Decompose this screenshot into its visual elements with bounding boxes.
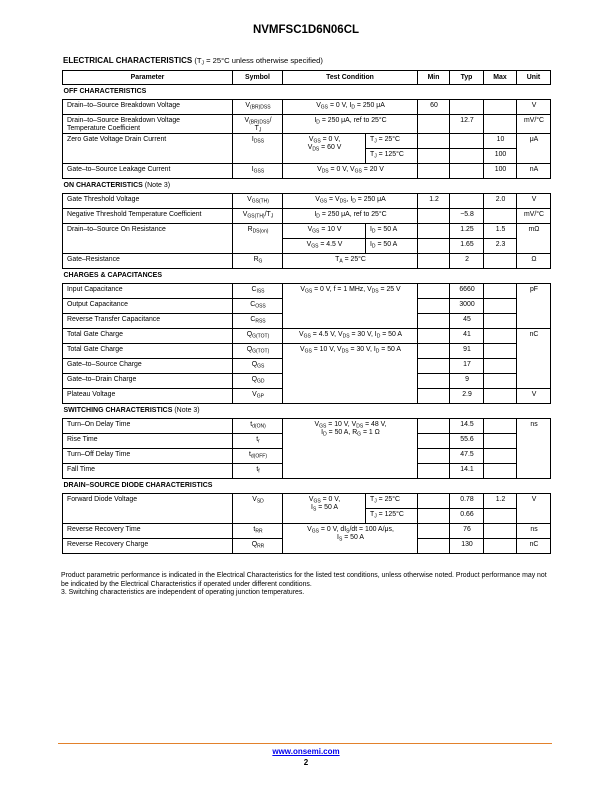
condition-temp: $T_J = 25^\circ C$: [366, 134, 418, 149]
symbol: $t_{RR}$: [233, 524, 283, 539]
table-row: [63, 494, 551, 509]
col-test-condition: Test Condition: [283, 71, 418, 85]
typ: 1.65: [450, 239, 484, 254]
section-title: DRAIN–SOURCE DIODE CHARACTERISTICS: [63, 479, 551, 494]
website-link[interactable]: www.onsemi.com: [272, 747, 340, 756]
param: Drain–to–Source Breakdown Voltage Temperature Coefficient: [63, 115, 233, 134]
table-row: [63, 284, 551, 299]
condition-temp: $T_J = 25^\circ C$: [366, 494, 418, 509]
typ: 12.7: [450, 115, 484, 134]
typ: 2.9: [450, 389, 484, 404]
typ: 91: [450, 344, 484, 359]
condition-current: $I_D = 50$ A: [366, 224, 418, 239]
typ: 14.5: [450, 419, 484, 434]
condition: $V_{GS} = 0$ V, $dI_S/dt = 100$ A/μs, $I_S = 50$ A: [283, 524, 418, 554]
param: Turn–On Delay Time: [63, 419, 233, 434]
max: 100: [484, 164, 517, 179]
condition: $V_{GS} = 0$ V, $I_D = 250$ μA: [283, 100, 418, 115]
param: Plateau Voltage: [63, 389, 233, 404]
table-row: [63, 164, 551, 179]
table-row: [63, 134, 551, 149]
section-title-row: [63, 404, 551, 419]
col-parameter: Parameter: [63, 71, 233, 85]
section-title: CHARGES & CAPACITANCES: [63, 269, 551, 284]
max: 1.2: [484, 494, 517, 509]
table-row: [63, 224, 551, 239]
symbol: $C_{RSS}$: [233, 314, 283, 329]
unit: ns: [517, 524, 551, 539]
symbol: $I_{DSS}$: [233, 134, 283, 164]
max: 2.0: [484, 194, 517, 209]
unit: mΩ: [517, 224, 551, 254]
param: Total Gate Charge: [63, 329, 233, 344]
condition: $V_{GS} = 10$ V, $V_{DS} = 48$ V, $I_D = 50$ A, $R_G = 1$ Ω: [283, 419, 418, 479]
electrical-characteristics-table: [62, 70, 551, 554]
condition: $I_D = 250$ μA, ref to 25°C: [283, 115, 418, 134]
typ: 41: [450, 329, 484, 344]
unit: Ω: [517, 254, 551, 269]
table-row: [63, 115, 551, 134]
symbol: $V_{(BR)DSS}$: [233, 100, 283, 115]
col-symbol: Symbol: [233, 71, 283, 85]
col-unit: Unit: [517, 71, 551, 85]
param: Rise Time: [63, 434, 233, 449]
param: Fall Time: [63, 464, 233, 479]
table-row: [63, 524, 551, 539]
table-row: [63, 329, 551, 344]
max: 2.3: [484, 239, 517, 254]
symbol: $t_{d(ON)}$: [233, 419, 283, 434]
section-title: [63, 404, 551, 419]
typ: 9: [450, 374, 484, 389]
param: Reverse Transfer Capacitance: [63, 314, 233, 329]
typ: 3000: [450, 299, 484, 314]
symbol: $Q_{G(TOT)}$: [233, 344, 283, 359]
col-min: Min: [418, 71, 450, 85]
condition: $V_{GS} = 10$ V, $V_{DS} = 30$ V, $I_D = 50$ A: [283, 344, 418, 404]
condition: $V_{DS} = 0$ V, $V_{GS} = 20$ V: [283, 164, 418, 179]
param: Gate–to–Source Leakage Current: [63, 164, 233, 179]
symbol: $t_{d(OFF)}$: [233, 449, 283, 464]
min: 60: [418, 100, 450, 115]
section-note: (Note 3): [174, 407, 200, 414]
param: Drain–to–Source On Resistance: [63, 224, 233, 254]
param: Total Gate Charge: [63, 344, 233, 359]
table-row: [63, 254, 551, 269]
unit: V: [517, 389, 551, 404]
typ: 0.78: [450, 494, 484, 509]
section-heading: [63, 56, 323, 65]
max: 10: [484, 134, 517, 149]
typ: 17: [450, 359, 484, 374]
unit: V: [517, 494, 551, 524]
symbol: $V_{GS(TH)}/T_J$: [233, 209, 283, 224]
unit: nC: [517, 539, 551, 554]
param: Gate–to–Source Charge: [63, 359, 233, 374]
symbol: $C_{ISS}$: [233, 284, 283, 299]
param: Gate–Resistance: [63, 254, 233, 269]
typ: 45: [450, 314, 484, 329]
param: Turn–Off Delay Time: [63, 449, 233, 464]
unit: V: [517, 100, 551, 115]
param: Drain–to–Source Breakdown Voltage: [63, 100, 233, 115]
col-max: Max: [484, 71, 517, 85]
symbol: $R_G$: [233, 254, 283, 269]
symbol: $C_{OSS}$: [233, 299, 283, 314]
condition-temp: $T_J = 125^\circ C$: [366, 509, 418, 524]
footer-rule: [58, 743, 552, 744]
section-title-row: [63, 269, 551, 284]
typ: 130: [450, 539, 484, 554]
table-row: [63, 100, 551, 115]
condition: $V_{GS} = V_{DS}$, $I_D = 250$ μA: [283, 194, 418, 209]
document-title: NVMFSC1D6N06CL: [252, 24, 360, 36]
heading-main: ELECTRICAL CHARACTERISTICS: [63, 56, 193, 65]
col-typ: Typ: [450, 71, 484, 85]
param: Reverse Recovery Charge: [63, 539, 233, 554]
section-title-text: ON CHARACTERISTICS: [63, 182, 143, 189]
symbol: $t_f$: [233, 464, 283, 479]
table-row: [63, 344, 551, 359]
param: Output Capacitance: [63, 299, 233, 314]
param: Gate Threshold Voltage: [63, 194, 233, 209]
typ: 2: [450, 254, 484, 269]
typ: 6660: [450, 284, 484, 299]
symbol: $V_{GP}$: [233, 389, 283, 404]
symbol: $V_{SD}$: [233, 494, 283, 524]
param: Gate–to–Drain Charge: [63, 374, 233, 389]
typ: 1.25: [450, 224, 484, 239]
symbol: $V_{(BR)DSS}/$ $T_J$: [233, 115, 283, 134]
section-title: OFF CHARACTERISTICS: [63, 85, 551, 100]
section-title-row: [63, 179, 551, 194]
symbol: $Q_{RR}$: [233, 539, 283, 554]
unit: μA: [517, 134, 551, 164]
symbol: $V_{GS(TH)}$: [233, 194, 283, 209]
param: Negative Threshold Temperature Coefficient: [63, 209, 233, 224]
unit: ns: [517, 419, 551, 479]
condition: $V_{GS} = 0$ V, $V_{DS} = 60$ V: [283, 134, 366, 164]
section-title: [63, 179, 551, 194]
max: 1.5: [484, 224, 517, 239]
unit: mV/°C: [517, 209, 551, 224]
table-row: [63, 419, 551, 434]
table-row: [63, 209, 551, 224]
typ: 55.6: [450, 434, 484, 449]
notes: [61, 572, 556, 598]
note-3: 3. Switching characteristics are independent of operating junction temperatures.: [61, 589, 305, 597]
section-title-row: [63, 479, 551, 494]
min: 1.2: [418, 194, 450, 209]
condition: $I_D = 250$ μA, ref to 25°C: [283, 209, 418, 224]
typ: 0.66: [450, 509, 484, 524]
heading-sub: ($T_J = 25^\circ C$ unless otherwise specified): [194, 56, 323, 67]
symbol: $R_{DS(on)}$: [233, 224, 283, 254]
param: Reverse Recovery Time: [63, 524, 233, 539]
unit: nA: [517, 164, 551, 179]
section-note: (Note 3): [144, 182, 171, 189]
header-row: [63, 71, 551, 85]
condition-temp: $T_J = 125^\circ C$: [366, 149, 418, 164]
section-title-text: SWITCHING CHARACTERISTICS: [63, 407, 173, 414]
param: Zero Gate Voltage Drain Current: [63, 134, 233, 164]
symbol: $t_r$: [233, 434, 283, 449]
condition: $T_A = 25^\circ C$: [283, 254, 418, 269]
page-number: 2: [303, 758, 309, 767]
table-row: [63, 194, 551, 209]
typ: −5.8: [450, 209, 484, 224]
condition: $V_{GS} = 4.5$ V: [283, 239, 366, 254]
typ: 14.1: [450, 464, 484, 479]
condition-current: $I_D = 50$ A: [366, 239, 418, 254]
typ: 47.5: [450, 449, 484, 464]
unit: nC: [517, 329, 551, 389]
note-performance: Product parametric performance is indicated in the Electrical Characteristics for the listed test conditions, unless otherwise noted. Product performance may not be indicated by the Electrical Characteristics if operated under different conditions.: [61, 572, 547, 588]
condition: $V_{GS} = 4.5$ V, $V_{DS} = 30$ V, $I_D = 50$ A: [283, 329, 418, 344]
condition: $V_{GS} = 10$ V: [283, 224, 366, 239]
condition: $V_{GS} = 0$ V, f = 1 MHz, $V_{DS} = 25$ V: [283, 284, 418, 329]
symbol: $Q_{G(TOT)}$: [233, 329, 283, 344]
max: 100: [484, 149, 517, 164]
symbol: $I_{GSS}$: [233, 164, 283, 179]
param: Input Capacitance: [63, 284, 233, 299]
symbol: $Q_{GS}$: [233, 359, 283, 374]
section-title-row: [63, 85, 551, 100]
condition: $V_{GS} = 0$ V, $I_S = 50$ A: [283, 494, 366, 524]
unit: mV/°C: [517, 115, 551, 134]
unit: pF: [517, 284, 551, 329]
typ: 76: [450, 524, 484, 539]
param: Forward Diode Voltage: [63, 494, 233, 524]
unit: V: [517, 194, 551, 209]
symbol: $Q_{GD}$: [233, 374, 283, 389]
